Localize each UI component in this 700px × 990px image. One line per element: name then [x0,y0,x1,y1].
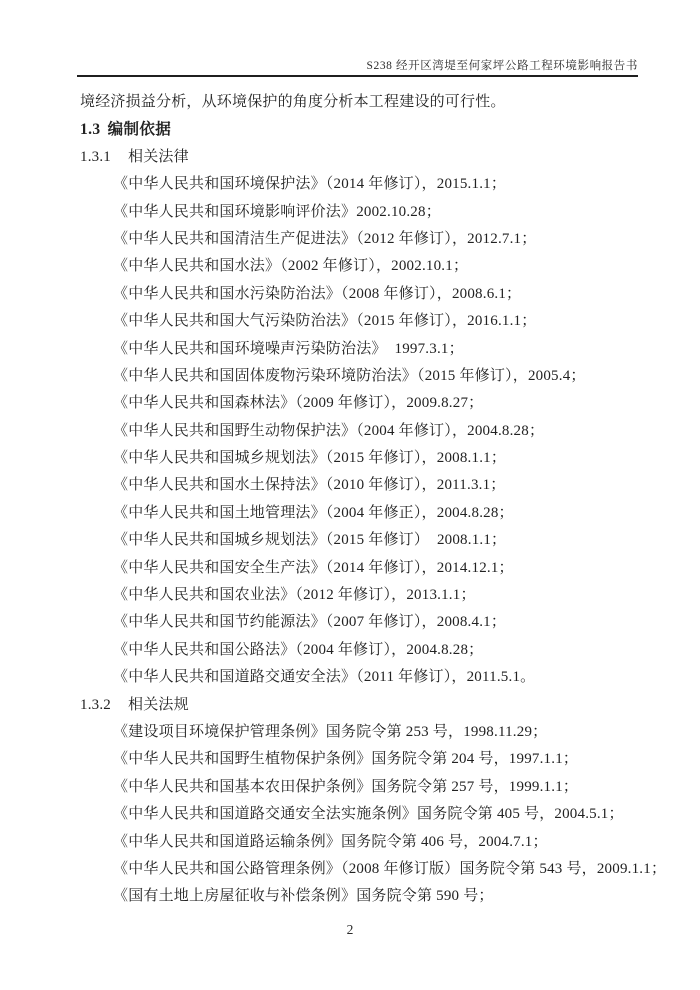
regulation-item: 《中华人民共和国基本农田保护条例》国务院令第 257 号，1999.1.1； [113,778,579,795]
law-item: 《中华人民共和国农业法》（2012 年修订），2013.1.1； [113,587,476,604]
law-item: 《中华人民共和国大气污染防治法》（2015 年修订），2016.1.1； [113,313,537,330]
law-item: 《中华人民共和国环境影响评价法》2002.10.28； [113,203,441,220]
subsection-number: 1.3.1 [80,148,111,165]
running-header-title: S238 经开区湾堤至何家坪公路工程环境影响报告书 [366,60,638,72]
law-item: 《中华人民共和国环境噪声污染防治法》 1997.3.1； [113,340,464,357]
law-item: 《中华人民共和国环境保护法》（2014 年修订），2015.1.1； [113,176,507,193]
page-content [80,89,667,911]
header-rule [77,75,638,77]
law-item: 《中华人民共和国土地管理法》（2004 年修正），2004.8.28； [113,504,514,521]
section-heading-1-3 [80,116,660,143]
law-item: 《中华人民共和国安全生产法》（2014 年修订），2014.12.1； [113,559,514,576]
law-item: 《中华人民共和国水污染防治法》（2008 年修订），2008.6.1； [113,285,522,302]
law-item: 《中华人民共和国野生动物保护法》（2004 年修订），2004.8.28； [113,422,545,439]
subsection-title: 相关法规 [128,696,189,713]
intro-paragraph: 境经济损益分析，从环境保护的角度分析本工程建设的可行性。 [80,94,506,110]
law-item: 《中华人民共和国固体废物污染环境防治法》（2015 年修订），2005.4； [113,367,586,384]
section-title: 编制依据 [107,121,172,139]
regulation-item: 《中华人民共和国道路交通安全法实施条例》国务院令第 405 号，2004.5.1； [113,806,624,823]
law-item: 《中华人民共和国城乡规划法》（2015 年修订），2008.1.1； [113,450,507,467]
regulation-item: 《中华人民共和国公路管理条例》（2008 年修订版）国务院令第 543 号，2009.1.1； [113,860,667,877]
law-item: 《中华人民共和国水法》（2002 年修订），2002.10.1； [113,258,469,275]
regulation-item: 《中华人民共和国道路运输条例》国务院令第 406 号，2004.7.1； [113,833,548,850]
law-item: 《中华人民共和国水土保持法》（2010 年修订），2011.3.1； [113,477,506,494]
regulation-item: 《中华人民共和国野生植物保护条例》国务院令第 204 号，1997.1.1； [113,751,579,768]
law-item: 《中华人民共和国道路交通安全法》（2011 年修订），2011.5.1。 [113,669,536,686]
subsection-number: 1.3.2 [80,696,111,713]
law-item: 《中华人民共和国城乡规划法》（2015 年修订） 2008.1.1； [113,532,507,549]
subsection-title: 相关法律 [128,148,189,165]
law-item: 《中华人民共和国森林法》（2009 年修订），2009.8.27； [113,395,484,412]
regulation-item: 《建设项目环境保护管理条例》国务院令第 253 号，1998.11.29； [113,723,548,740]
page-footer [0,922,700,938]
law-item: 《中华人民共和国清洁生产促进法》（2012 年修订），2012.7.1； [113,230,537,247]
section-number: 1.3 [80,121,101,139]
subsection-heading-1-3-1 [80,144,660,171]
law-item: 《中华人民共和国节约能源法》（2007 年修订），2008.4.1； [113,614,507,631]
page-number: 2 [346,922,354,937]
subsection-heading-1-3-2 [80,692,660,719]
running-header [77,57,638,73]
law-item: 《中华人民共和国公路法》（2004 年修订），2004.8.28； [113,641,484,658]
regulation-item: 《国有土地上房屋征收与补偿条例》国务院令第 590 号； [113,888,494,905]
